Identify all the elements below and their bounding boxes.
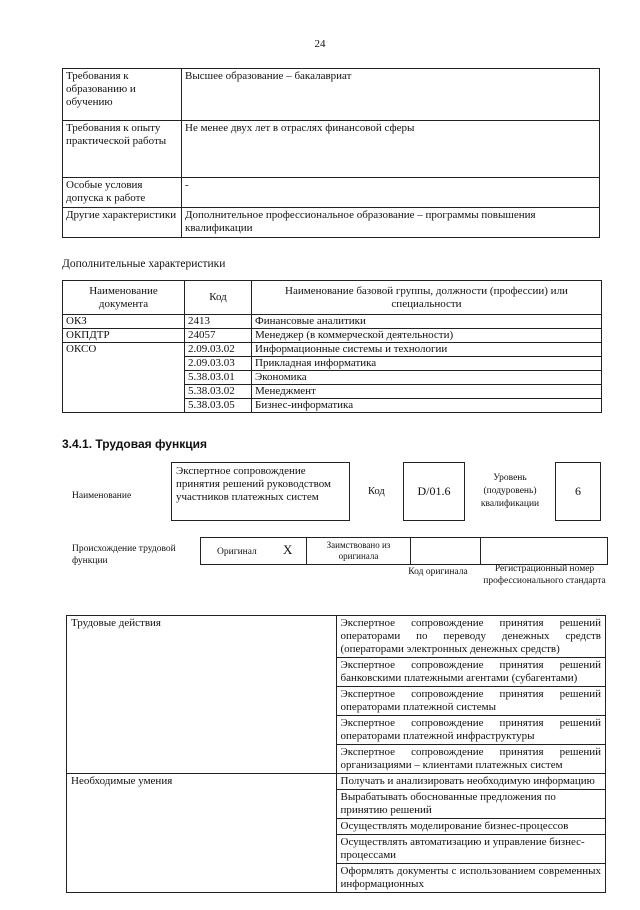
additional-caption: Дополнительные характеристики (62, 258, 226, 270)
cell-code: 2413 (185, 315, 252, 329)
page-number: 24 (314, 38, 326, 50)
reg-caption: Регистрационный номер профессионального стандарта (483, 564, 606, 586)
cell-code: 5.38.03.02 (185, 385, 252, 399)
table-row (63, 329, 602, 343)
original-label: Оригинал (217, 547, 257, 557)
cell-doc: ОКСО (63, 343, 185, 413)
cell-name: Финансовые аналитики (252, 315, 602, 329)
divider (410, 537, 411, 565)
code-value-box: D/01.6 (403, 462, 465, 521)
requirement-value: Высшее образование – бакалавриат (182, 69, 600, 121)
header-code: Код (185, 281, 252, 315)
requirement-label: Требования к образованию и обучению (63, 69, 182, 121)
cell-name: Информационные системы и технологии (252, 343, 602, 357)
section-title: 3.4.1. Трудовая функция (62, 437, 207, 451)
table-header-row (63, 281, 602, 315)
header-doc: Наименование документа (63, 281, 185, 315)
labor-actions-label: Трудовые действия (67, 616, 337, 774)
requirement-label: Особые условия допуска к работе (63, 178, 182, 208)
additional-table (62, 280, 602, 413)
requirement-label: Требования к опыту практической работы (63, 121, 182, 178)
labor-action: Экспертное сопровождение принятия решений операторами по переводу денежных средств (операторами электронных денежных средств) (336, 616, 606, 658)
skills-label: Необходимые умения (67, 774, 337, 893)
borrowed-label: Заимствовано из оригинала (326, 540, 391, 561)
table-row (63, 178, 600, 208)
cell-code: 2.09.03.03 (185, 357, 252, 371)
origin-row (200, 537, 608, 565)
cell-code: 2.09.03.02 (185, 343, 252, 357)
requirements-table (62, 68, 600, 238)
requirement-value: Дополнительное профессиональное образование – программы повышения квалификации (182, 208, 600, 238)
cell-name: Прикладная информатика (252, 357, 602, 371)
original-mark: X (283, 542, 293, 557)
origin-label: Происхождение трудовой функции (72, 544, 176, 566)
cell-name: Менеджер (в коммерческой деятельности) (252, 329, 602, 343)
requirement-label: Другие характеристики (63, 208, 182, 238)
skill-item: Осуществлять моделирование бизнес-процессов (336, 819, 606, 835)
cell-code: 5.38.03.05 (185, 399, 252, 413)
labor-table (66, 615, 606, 893)
skill-item: Вырабатывать обоснованные предложения по принятию решений (336, 790, 606, 819)
requirement-value: - (182, 178, 600, 208)
labor-action: Экспертное сопровождение принятия решений организациями – клиентами платежных систем (336, 745, 606, 774)
header-name: Наименование базовой группы, должности (профессии) или специальности (252, 281, 602, 315)
labor-action: Экспертное сопровождение принятия решений операторами платежной системы (336, 687, 606, 716)
cell-doc: ОКЗ (63, 315, 185, 329)
level-label: Уровень (подуровень) квалификации (480, 473, 540, 509)
table-row (67, 616, 606, 658)
cell-doc: ОКПДТР (63, 329, 185, 343)
name-label: Наименование (72, 491, 132, 501)
labor-action: Экспертное сопровождение принятия решений банковскими платежными агентами (субагентами) (336, 658, 606, 687)
cell-code: 5.38.03.01 (185, 371, 252, 385)
requirement-value: Не менее двух лет в отраслях финансовой сферы (182, 121, 600, 178)
cell-name: Бизнес-информатика (252, 399, 602, 413)
table-row (63, 69, 600, 121)
skill-item: Получать и анализировать необходимую информацию (336, 774, 606, 790)
level-value-box: 6 (555, 462, 601, 521)
labor-action: Экспертное сопровождение принятия решений операторами платежной инфраструктуры (336, 716, 606, 745)
code-label: Код (368, 486, 385, 497)
skill-item: Осуществлять автоматизацию и управление бизнес-процессами (336, 835, 606, 864)
cell-name: Менеджмент (252, 385, 602, 399)
table-row (63, 315, 602, 329)
table-row (67, 774, 606, 790)
cell-name: Экономика (252, 371, 602, 385)
skill-item: Оформлять документы с использованием современных информационных (336, 864, 606, 893)
table-row (63, 343, 602, 357)
table-row (63, 208, 600, 238)
code-caption: Код оригинала (408, 567, 468, 577)
divider (306, 537, 307, 565)
cell-code: 24057 (185, 329, 252, 343)
divider (480, 537, 481, 565)
function-name-box: Экспертное сопровождение принятия решений руководством участников платежных систем (171, 462, 350, 521)
table-row (63, 121, 600, 178)
